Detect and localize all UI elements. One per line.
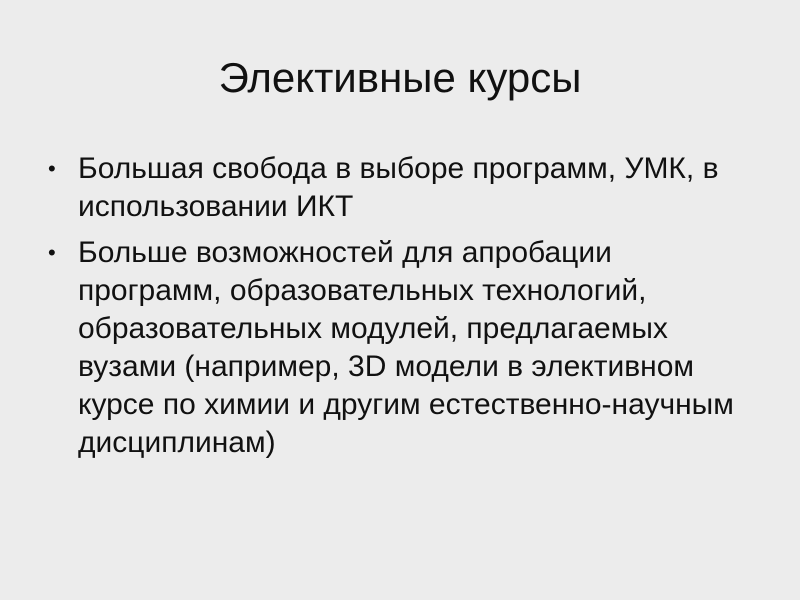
bullet-item <box>48 150 760 226</box>
slide-title: Элективные курсы <box>218 54 582 101</box>
bullet-item <box>48 234 760 462</box>
bullet-text: Большая свобода в выборе программ, УМК, в использовании ИКТ <box>78 152 719 223</box>
bullet-text: Больше возможностей для апробации программ, образовательных технологий, образовательных модулей, предлагаемых вузами (например, 3D модели в элективном курсе по химии и другим естественно-научным дисциплинам) <box>78 236 734 459</box>
bullet-dot-icon: • <box>48 240 56 265</box>
bullet-dot-icon: • <box>48 156 56 181</box>
bullet-list <box>48 150 760 470</box>
